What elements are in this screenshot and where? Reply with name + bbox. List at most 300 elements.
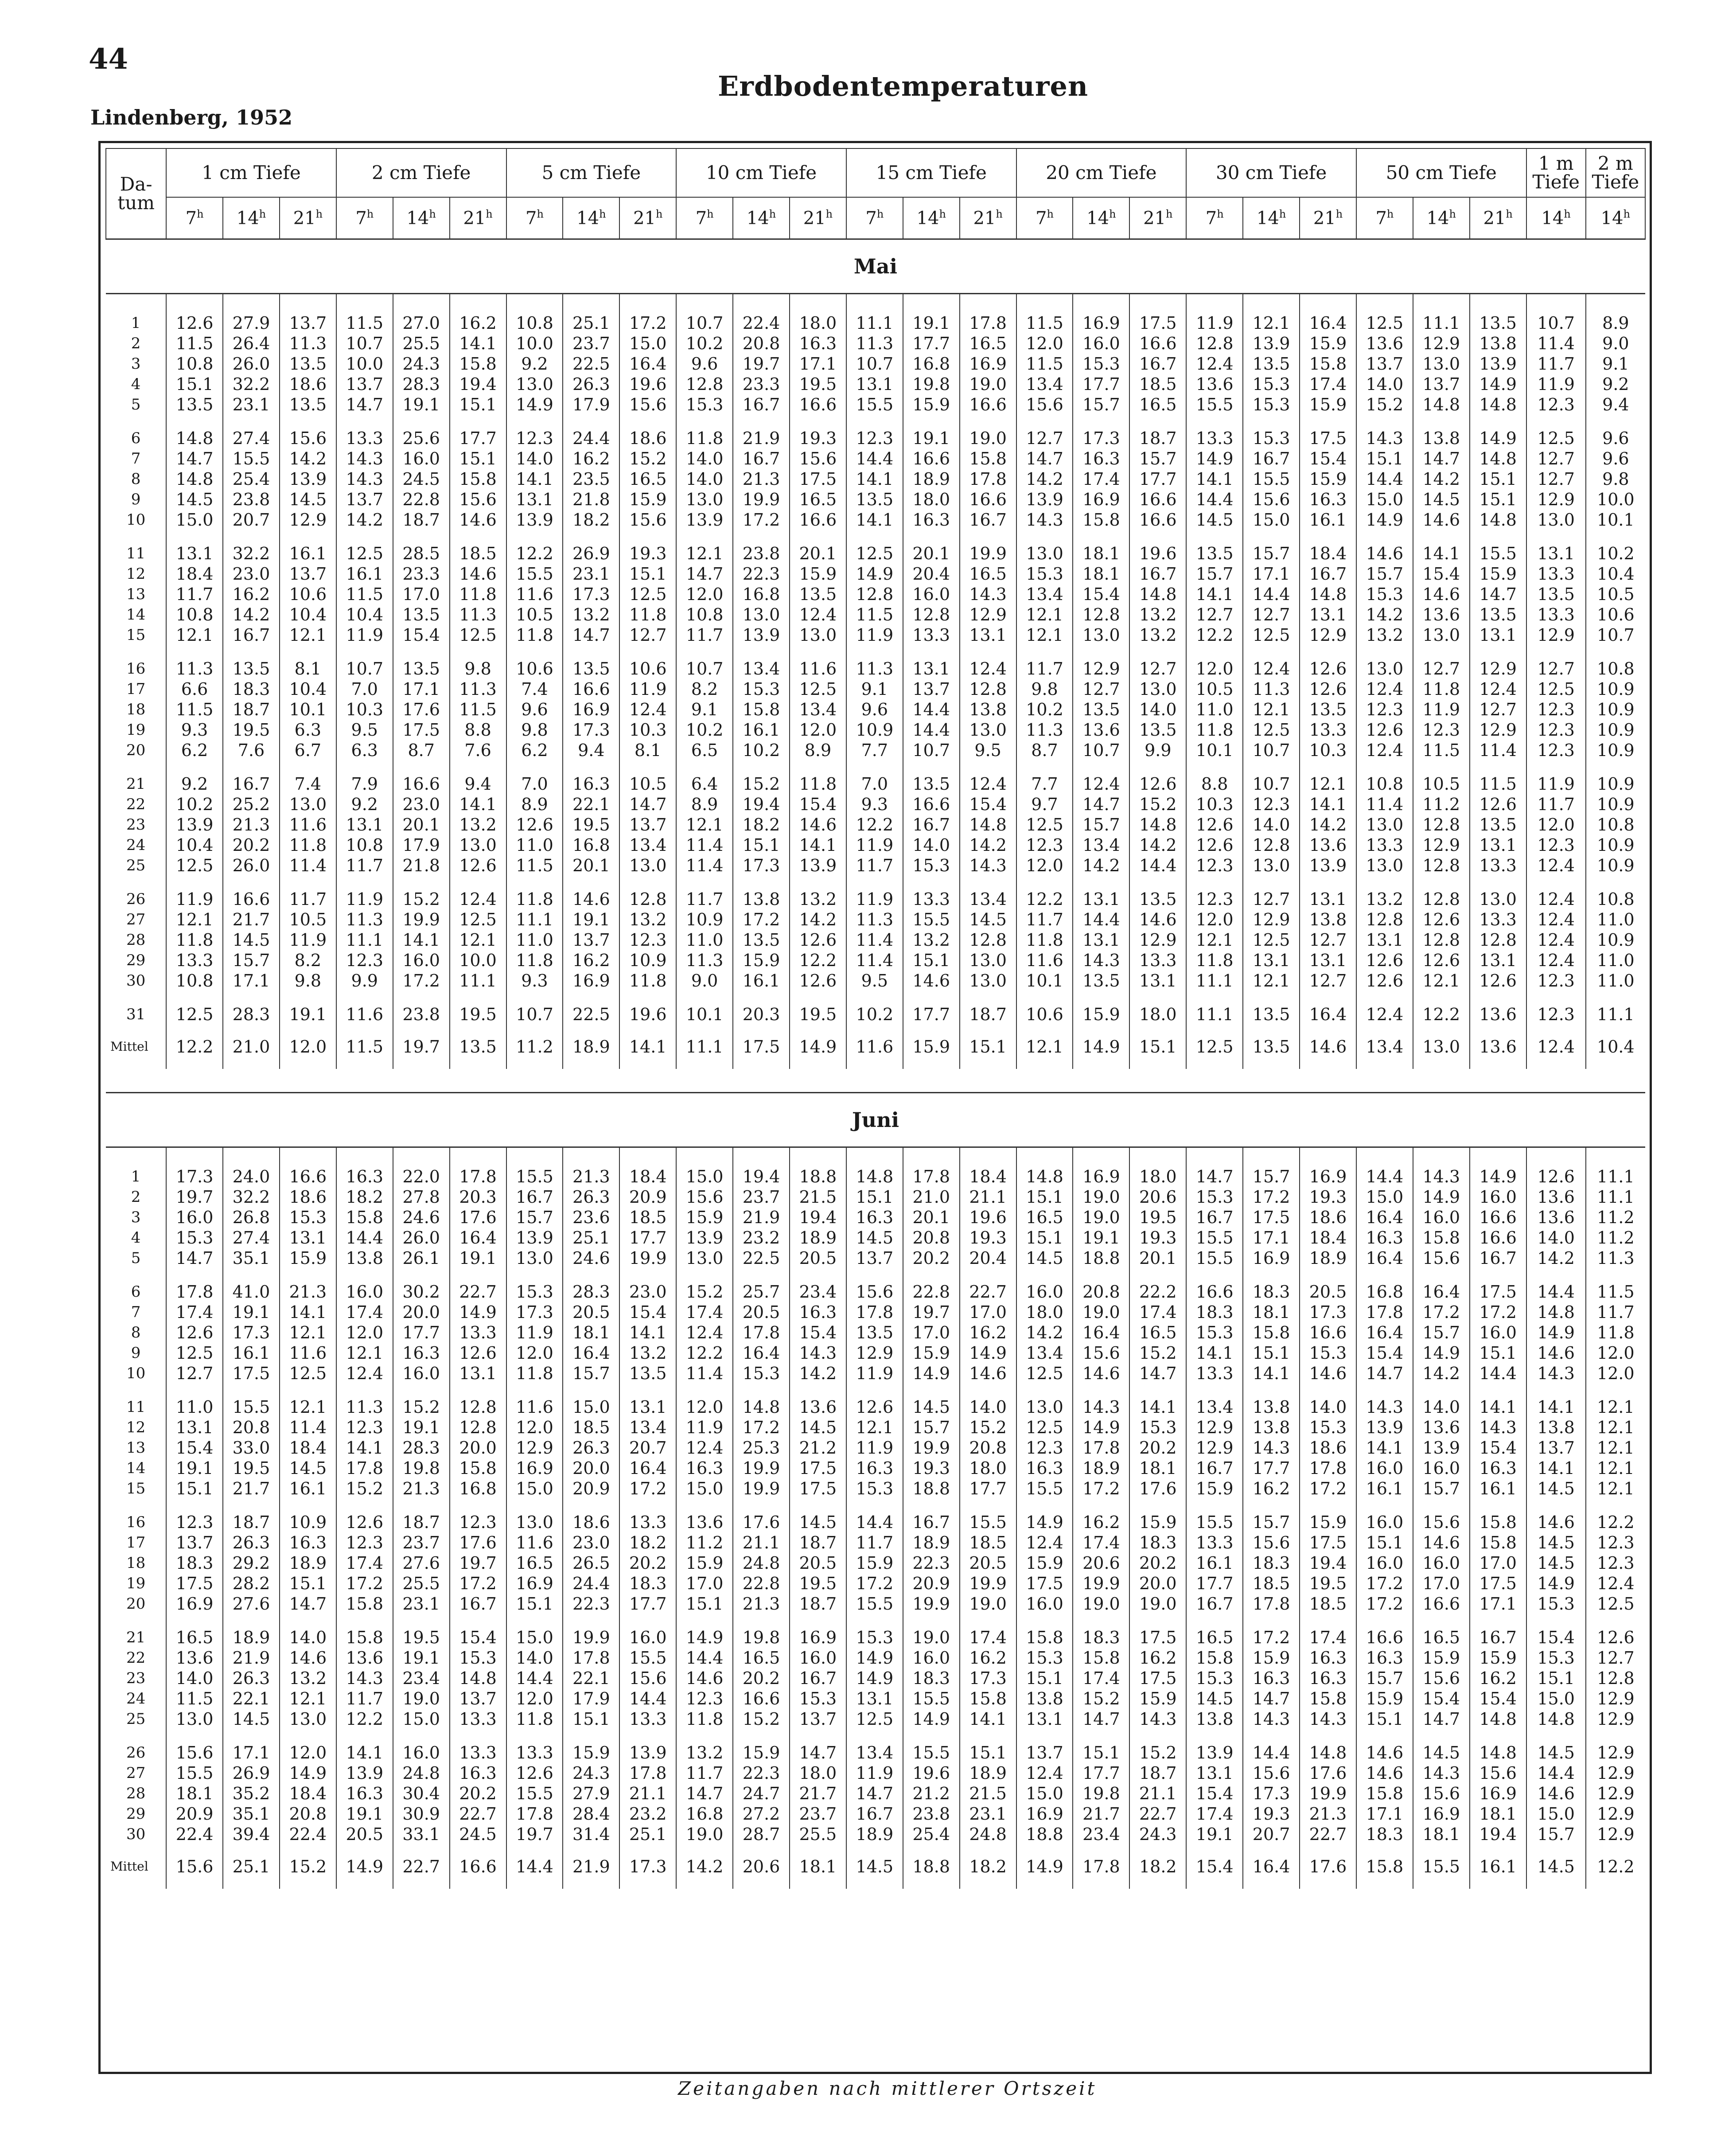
temperature-cell: 12.4 [1356, 679, 1413, 699]
temperature-cell: 15.0 [166, 510, 223, 530]
temperature-cell: 21.3 [563, 1147, 619, 1187]
temperature-cell: 15.2 [619, 448, 676, 469]
temperature-cell: 20.0 [563, 1458, 619, 1478]
temperature-cell: 14.0 [1356, 374, 1413, 394]
temperature-cell: 15.1 [1356, 1532, 1413, 1553]
temperature-cell: 16.1 [280, 530, 336, 564]
temperature-cell: 15.2 [733, 1709, 790, 1729]
temperature-cell: 12.2 [1413, 991, 1470, 1025]
temperature-cell: 19.5 [790, 374, 846, 394]
temperature-cell: 15.8 [1073, 1648, 1129, 1668]
temperature-cell: 18.7 [1129, 1763, 1186, 1783]
temperature-cell: 10.5 [280, 909, 336, 930]
temperature-cell: 17.4 [166, 1302, 223, 1322]
temperature-cell: 17.2 [619, 294, 676, 334]
temperature-cell: 17.5 [790, 1478, 846, 1499]
temperature-cell: 14.6 [450, 510, 506, 530]
temperature-cell: 15.1 [1016, 1187, 1073, 1207]
temperature-cell: 10.8 [1586, 876, 1645, 909]
temperature-cell: 14.7 [280, 1594, 336, 1614]
temperature-cell: 15.3 [1300, 1417, 1356, 1438]
temperature-cell: 16.5 [960, 564, 1016, 584]
temperature-cell: 20.8 [1073, 1268, 1129, 1302]
temperature-cell: 17.0 [676, 1573, 733, 1594]
temperature-cell: 15.3 [166, 1228, 223, 1248]
temperature-cell: 16.3 [903, 510, 960, 530]
temperature-cell: 14.1 [1413, 530, 1470, 564]
temperature-cell: 16.7 [1129, 354, 1186, 374]
temperature-cell: 10.0 [506, 333, 563, 354]
table-row [106, 294, 1645, 334]
mean-value: 18.1 [790, 1844, 846, 1889]
temperature-cell: 15.8 [336, 1594, 393, 1614]
time-header: 14$^h$ [733, 197, 790, 239]
temperature-cell: 16.4 [619, 354, 676, 374]
temperature-cell: 21.2 [903, 1783, 960, 1804]
temperature-cell: 13.2 [280, 1668, 336, 1688]
temperature-cell: 13.3 [1186, 1532, 1243, 1553]
temperature-cell: 14.8 [1470, 510, 1526, 530]
day-cell: 27 [126, 911, 146, 928]
temperature-cell: 11.9 [280, 930, 336, 950]
temperature-cell: 19.1 [1186, 1824, 1243, 1844]
temperature-cell: 11.9 [846, 876, 903, 909]
temperature-cell: 17.8 [166, 1268, 223, 1302]
temperature-cell: 19.0 [1129, 1594, 1186, 1614]
temperature-cell: 23.1 [393, 1594, 450, 1614]
temperature-cell: 12.9 [846, 1343, 903, 1363]
temperature-cell: 13.3 [1526, 604, 1586, 625]
temperature-cell: 11.6 [336, 991, 393, 1025]
temperature-cell: 20.2 [733, 1668, 790, 1688]
time-header: 21$^h$ [1470, 197, 1526, 239]
temperature-cell: 12.0 [1016, 855, 1073, 876]
temperature-cell: 30.4 [393, 1783, 450, 1804]
temperature-cell: 17.2 [1413, 1302, 1470, 1322]
table-row [106, 1187, 1645, 1207]
temperature-cell: 14.9 [1413, 1187, 1470, 1207]
temperature-cell: 12.6 [846, 1384, 903, 1417]
temperature-cell: 14.0 [1129, 699, 1186, 720]
temperature-cell: 15.0 [619, 333, 676, 354]
temperature-cell: 13.5 [1243, 354, 1300, 374]
temperature-cell: 12.6 [1470, 794, 1526, 815]
temperature-cell: 10.7 [676, 294, 733, 334]
temperature-cell: 15.8 [733, 699, 790, 720]
temperature-cell: 15.2 [1129, 1729, 1186, 1763]
temperature-cell: 19.9 [960, 1573, 1016, 1594]
temperature-cell: 21.1 [619, 1783, 676, 1804]
temperature-cell: 15.9 [1470, 1648, 1526, 1668]
temperature-cell: 11.7 [1526, 354, 1586, 374]
temperature-cell: 17.8 [1356, 1302, 1413, 1322]
temperature-cell: 12.6 [1356, 971, 1413, 991]
temperature-cell: 15.1 [1016, 1668, 1073, 1688]
temperature-cell: 14.3 [1413, 1763, 1470, 1783]
temperature-cell: 9.8 [450, 645, 506, 679]
temperature-cell: 15.2 [1073, 1688, 1129, 1709]
time-header: 21$^h$ [619, 197, 676, 239]
month-header-row [106, 239, 1645, 294]
day-cell: 27 [126, 1764, 146, 1782]
mean-value: 18.8 [903, 1844, 960, 1889]
temperature-cell: 12.9 [280, 510, 336, 530]
temperature-cell: 12.4 [960, 645, 1016, 679]
temperature-cell: 27.4 [223, 415, 280, 448]
temperature-cell: 24.4 [563, 1573, 619, 1594]
temperature-cell: 11.5 [1016, 294, 1073, 334]
temperature-cell: 15.9 [1300, 394, 1356, 415]
temperature-cell: 14.7 [1073, 794, 1129, 815]
temperature-cell: 15.7 [563, 1363, 619, 1384]
temperature-cell: 19.1 [1073, 1228, 1129, 1248]
temperature-cell: 12.1 [1586, 1478, 1645, 1499]
temperature-cell: 15.5 [1186, 1248, 1243, 1268]
temperature-cell: 12.3 [336, 1417, 393, 1438]
temperature-cell: 13.5 [1129, 720, 1186, 740]
temperature-cell: 14.4 [1470, 1363, 1526, 1384]
temperature-cell: 11.9 [846, 1763, 903, 1783]
day-cell: 12 [126, 565, 146, 583]
temperature-cell: 24.7 [733, 1783, 790, 1804]
temperature-cell: 14.5 [846, 1228, 903, 1248]
temperature-cell: 14.0 [676, 448, 733, 469]
temperature-cell: 13.3 [336, 415, 393, 448]
temperature-cell: 6.6 [166, 679, 223, 699]
temperature-cell: 23.0 [223, 564, 280, 584]
temperature-cell: 15.9 [1016, 1553, 1073, 1573]
temperature-cell: 11.5 [336, 294, 393, 334]
temperature-cell: 14.8 [1470, 1729, 1526, 1763]
temperature-cell: 11.3 [846, 645, 903, 679]
temperature-cell: 12.6 [1129, 760, 1186, 794]
temperature-cell: 19.5 [790, 991, 846, 1025]
table-row [106, 876, 1645, 909]
temperature-cell: 11.9 [166, 876, 223, 909]
temperature-cell: 12.1 [676, 815, 733, 835]
temperature-cell: 16.0 [393, 1729, 450, 1763]
soil-temperature-table [105, 148, 1646, 1889]
temperature-cell: 15.1 [619, 564, 676, 584]
temperature-cell: 9.3 [846, 794, 903, 815]
temperature-cell: 16.9 [960, 354, 1016, 374]
day-cell: 9 [131, 491, 141, 508]
temperature-cell: 14.7 [166, 448, 223, 469]
monthly-mean-row [106, 1844, 1645, 1889]
temperature-cell: 10.9 [1586, 740, 1645, 760]
table-row [106, 909, 1645, 930]
temperature-cell: 16.3 [846, 1207, 903, 1228]
temperature-cell: 16.6 [790, 394, 846, 415]
table-row [106, 950, 1645, 971]
temperature-cell: 19.1 [393, 1417, 450, 1438]
day-cell: 13 [126, 1439, 146, 1457]
temperature-cell: 13.7 [903, 679, 960, 699]
temperature-cell: 13.4 [790, 699, 846, 720]
temperature-cell: 17.5 [1300, 415, 1356, 448]
temperature-cell: 13.4 [1073, 835, 1129, 855]
temperature-cell: 13.7 [619, 815, 676, 835]
temperature-cell: 17.5 [1016, 1573, 1073, 1594]
temperature-cell: 13.4 [619, 835, 676, 855]
temperature-cell: 13.0 [676, 1248, 733, 1268]
temperature-cell: 10.9 [676, 909, 733, 930]
temperature-cell: 19.9 [960, 530, 1016, 564]
temperature-cell: 10.2 [846, 991, 903, 1025]
temperature-cell: 20.8 [223, 1417, 280, 1438]
temperature-cell: 8.8 [450, 720, 506, 740]
temperature-cell: 12.0 [1186, 909, 1243, 930]
temperature-cell: 19.0 [393, 1688, 450, 1709]
temperature-cell: 15.8 [1186, 1648, 1243, 1668]
temperature-cell: 17.8 [1300, 1458, 1356, 1478]
temperature-cell: 15.8 [450, 354, 506, 374]
temperature-cell: 27.8 [393, 1187, 450, 1207]
temperature-cell: 11.8 [676, 415, 733, 448]
table-body [106, 239, 1645, 1889]
temperature-cell: 14.1 [790, 835, 846, 855]
temperature-cell: 14.4 [1129, 855, 1186, 876]
temperature-cell: 14.9 [1470, 415, 1526, 448]
temperature-cell: 19.8 [733, 1614, 790, 1648]
temperature-cell: 19.1 [450, 1248, 506, 1268]
temperature-cell: 15.6 [450, 489, 506, 510]
temperature-cell: 22.7 [450, 1804, 506, 1824]
temperature-cell: 14.4 [1186, 489, 1243, 510]
temperature-cell: 13.5 [1470, 294, 1526, 334]
temperature-cell: 14.8 [1526, 1302, 1586, 1322]
temperature-cell: 23.4 [790, 1268, 846, 1302]
temperature-cell: 14.6 [960, 1363, 1016, 1384]
temperature-cell: 13.5 [393, 645, 450, 679]
temperature-cell: 13.6 [1186, 374, 1243, 394]
temperature-cell: 16.4 [1413, 1268, 1470, 1302]
temperature-cell: 13.9 [506, 1228, 563, 1248]
temperature-cell: 17.4 [336, 1302, 393, 1322]
temperature-cell: 11.8 [166, 930, 223, 950]
temperature-cell: 13.2 [1356, 625, 1413, 645]
temperature-cell: 17.9 [563, 394, 619, 415]
temperature-cell: 6.3 [280, 720, 336, 740]
temperature-cell: 20.8 [733, 333, 790, 354]
temperature-cell: 16.8 [676, 1804, 733, 1824]
table-row [106, 354, 1645, 374]
temperature-cell: 10.7 [1243, 760, 1300, 794]
temperature-cell: 22.8 [903, 1268, 960, 1302]
temperature-cell: 14.6 [1526, 1343, 1586, 1363]
temperature-cell: 10.8 [506, 294, 563, 334]
temperature-cell: 14.5 [223, 1709, 280, 1729]
temperature-cell: 12.1 [1016, 625, 1073, 645]
time-header: 21$^h$ [960, 197, 1016, 239]
temperature-cell: 11.5 [1016, 354, 1073, 374]
temperature-cell: 16.2 [1470, 1668, 1526, 1688]
temperature-cell: 16.2 [223, 584, 280, 604]
temperature-cell: 11.4 [846, 950, 903, 971]
temperature-cell: 15.3 [903, 855, 960, 876]
temperature-cell: 12.5 [1356, 294, 1413, 334]
temperature-cell: 19.8 [393, 1458, 450, 1478]
temperature-cell: 16.5 [1016, 1207, 1073, 1228]
temperature-cell: 11.6 [280, 815, 336, 835]
temperature-cell: 20.5 [563, 1302, 619, 1322]
day-cell: 5 [131, 396, 141, 413]
temperature-cell: 27.0 [393, 294, 450, 334]
temperature-cell: 21.7 [223, 909, 280, 930]
temperature-cell: 16.1 [336, 564, 393, 584]
temperature-cell: 12.3 [1526, 740, 1586, 760]
temperature-cell: 10.9 [1586, 835, 1645, 855]
temperature-cell: 15.3 [1129, 1417, 1186, 1438]
temperature-cell: 13.8 [1300, 909, 1356, 930]
temperature-cell: 15.3 [506, 1268, 563, 1302]
table-row [106, 530, 1645, 564]
temperature-cell: 16.9 [1243, 1248, 1300, 1268]
temperature-cell: 24.3 [393, 354, 450, 374]
temperature-cell: 14.2 [1356, 604, 1413, 625]
temperature-cell: 14.9 [846, 1648, 903, 1668]
time-header: 21$^h$ [280, 197, 336, 239]
temperature-cell: 24.5 [393, 469, 450, 489]
mean-label: Mittel [110, 1039, 148, 1054]
temperature-cell: 14.1 [450, 333, 506, 354]
temperature-cell: 22.5 [563, 991, 619, 1025]
temperature-cell: 13.0 [166, 1709, 223, 1729]
temperature-cell: 17.5 [790, 469, 846, 489]
table-row [106, 971, 1645, 991]
temperature-cell: 20.1 [1129, 1248, 1186, 1268]
temperature-cell: 13.1 [450, 1363, 506, 1384]
temperature-cell: 22.3 [563, 1594, 619, 1614]
temperature-cell: 19.1 [393, 1648, 450, 1668]
temperature-cell: 13.1 [846, 1688, 903, 1709]
temperature-cell: 12.4 [1586, 1573, 1645, 1594]
temperature-cell: 15.9 [1470, 564, 1526, 584]
temperature-cell: 12.7 [619, 625, 676, 645]
temperature-cell: 17.8 [619, 1763, 676, 1783]
temperature-cell: 11.3 [1016, 720, 1073, 740]
temperature-cell: 25.5 [393, 1573, 450, 1594]
temperature-cell: 9.2 [1586, 374, 1645, 394]
temperature-cell: 13.9 [790, 855, 846, 876]
temperature-cell: 14.2 [1526, 1248, 1586, 1268]
temperature-cell: 9.3 [166, 720, 223, 740]
temperature-cell: 12.9 [1413, 333, 1470, 354]
temperature-cell: 19.0 [960, 1594, 1016, 1614]
temperature-cell: 14.5 [166, 489, 223, 510]
temperature-cell: 24.0 [223, 1147, 280, 1187]
temperature-cell: 12.4 [676, 1438, 733, 1458]
temperature-cell: 12.4 [450, 876, 506, 909]
temperature-cell: 16.1 [1186, 1553, 1243, 1573]
temperature-cell: 17.2 [1243, 1187, 1300, 1207]
temperature-cell: 15.6 [1243, 1532, 1300, 1553]
temperature-cell: 10.8 [1586, 815, 1645, 835]
temperature-cell: 20.2 [450, 1783, 506, 1804]
temperature-cell: 13.0 [1243, 855, 1300, 876]
temperature-cell: 19.0 [1073, 1302, 1129, 1322]
temperature-cell: 17.7 [1129, 469, 1186, 489]
temperature-cell: 26.4 [223, 333, 280, 354]
temperature-cell: 18.6 [280, 374, 336, 394]
mean-value: 21.9 [563, 1844, 619, 1889]
temperature-cell: 13.8 [960, 699, 1016, 720]
temperature-cell: 15.3 [676, 394, 733, 415]
temperature-cell: 12.9 [1526, 489, 1586, 510]
temperature-cell: 16.9 [1073, 1147, 1129, 1187]
temperature-cell: 16.6 [1129, 510, 1186, 530]
temperature-cell: 11.0 [166, 1384, 223, 1417]
temperature-cell: 12.1 [280, 1688, 336, 1709]
temperature-cell: 12.8 [1470, 930, 1526, 950]
temperature-cell: 12.1 [1243, 971, 1300, 991]
temperature-cell: 23.4 [393, 1668, 450, 1688]
temperature-cell: 10.4 [280, 604, 336, 625]
temperature-cell: 6.3 [336, 740, 393, 760]
mean-value: 13.6 [1470, 1025, 1526, 1069]
temperature-cell: 16.1 [1300, 510, 1356, 530]
temperature-cell: 14.7 [1413, 1709, 1470, 1729]
mean-value: 15.1 [1129, 1025, 1186, 1069]
temperature-cell: 33.0 [223, 1438, 280, 1458]
temperature-cell: 13.5 [1073, 971, 1129, 991]
temperature-cell: 13.1 [1356, 930, 1413, 950]
temperature-cell: 17.7 [1243, 1458, 1300, 1478]
temperature-cell: 15.4 [1073, 584, 1129, 604]
temperature-cell: 20.8 [903, 1228, 960, 1248]
time-header: 7$^h$ [1186, 197, 1243, 239]
time-header: 14$^h$ [1413, 197, 1470, 239]
temperature-cell: 17.7 [1073, 1763, 1129, 1783]
temperature-cell: 13.1 [903, 645, 960, 679]
temperature-cell: 22.4 [166, 1824, 223, 1844]
temperature-cell: 30.2 [393, 1268, 450, 1302]
temperature-cell: 12.0 [506, 1688, 563, 1709]
table-row [106, 1594, 1645, 1614]
temperature-cell: 17.3 [960, 1668, 1016, 1688]
temperature-cell: 18.4 [1300, 1228, 1356, 1248]
temperature-cell: 15.5 [223, 448, 280, 469]
temperature-cell: 17.2 [733, 510, 790, 530]
temperature-cell: 12.6 [506, 1763, 563, 1783]
temperature-cell: 13.7 [280, 564, 336, 584]
table-row [106, 930, 1645, 950]
temperature-cell: 21.1 [1129, 1783, 1186, 1804]
temperature-cell: 11.4 [1526, 333, 1586, 354]
temperature-cell: 18.3 [166, 1553, 223, 1573]
temperature-cell: 12.5 [1016, 1363, 1073, 1384]
temperature-cell: 10.8 [166, 971, 223, 991]
temperature-cell: 16.7 [506, 1187, 563, 1207]
table-row [106, 1804, 1645, 1824]
temperature-cell: 15.7 [1186, 564, 1243, 584]
temperature-cell: 8.1 [619, 740, 676, 760]
temperature-cell: 16.9 [506, 1573, 563, 1594]
temperature-cell: 12.9 [1586, 1688, 1645, 1709]
temperature-cell: 20.2 [223, 835, 280, 855]
temperature-cell: 15.6 [846, 1268, 903, 1302]
temperature-cell: 14.6 [790, 815, 846, 835]
temperature-cell: 8.9 [676, 794, 733, 815]
temperature-cell: 14.7 [1356, 1363, 1413, 1384]
temperature-cell: 16.3 [1356, 1228, 1413, 1248]
temperature-cell: 19.6 [619, 991, 676, 1025]
temperature-cell: 11.0 [676, 930, 733, 950]
temperature-cell: 13.1 [1186, 1763, 1243, 1783]
mean-value: 20.6 [733, 1844, 790, 1889]
temperature-cell: 7.0 [506, 760, 563, 794]
temperature-cell: 14.0 [1243, 815, 1300, 835]
